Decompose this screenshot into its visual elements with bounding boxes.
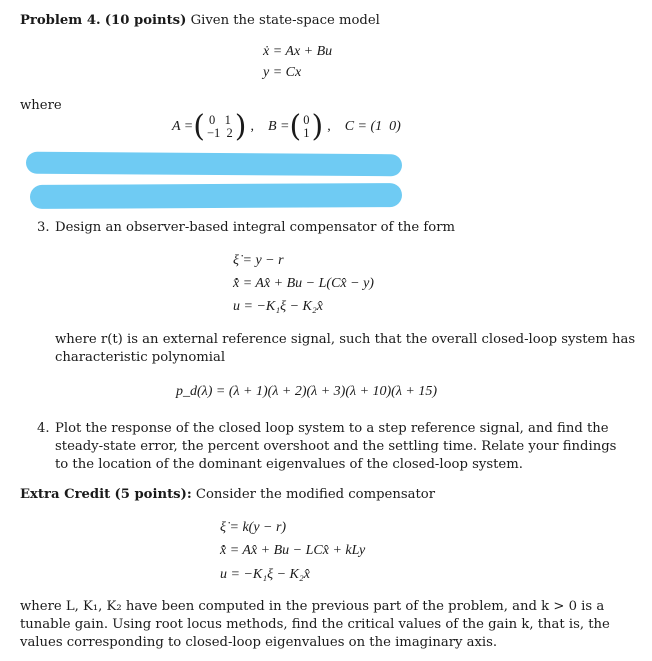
matrix-b-label: B = [268, 119, 290, 134]
extra-line1: where L, K₁, K₂ have been computed in the previous part of the problem, and k > 0 is a [20, 599, 605, 614]
matrix-b-row2: 1 [303, 126, 310, 140]
extra-eq-u: u = −K₁ξ − K₂x̂ [220, 567, 310, 582]
problem-points: (10 points) [104, 13, 187, 28]
part4-line3: to the location of the dominant eigenvalues of the closed-loop system. [55, 457, 523, 472]
extra-credit-label: Extra Credit [20, 487, 111, 502]
paren-left: ( [289, 109, 302, 144]
comma: , [327, 119, 331, 134]
redaction-mark [30, 183, 402, 209]
matrix-a-row1: 0 1 [208, 113, 231, 127]
matrix-c: C = (1 0) [344, 119, 401, 134]
matrix-a [207, 114, 233, 140]
extra-credit-points: (5 points): [114, 487, 192, 502]
problem-header [20, 12, 380, 30]
part4-number: 4. [37, 421, 50, 436]
where-label: where [20, 98, 62, 113]
extra-line3: values corresponding to closed-loop eigenvalues on the imaginary axis. [20, 635, 498, 650]
part3-eq-xhat: x̂̇ = Ax̂ + Bu − L(Cx̂ − y) [233, 276, 374, 291]
paren-left: ( [193, 109, 205, 144]
matrix-a-row2: −1 2 [206, 126, 233, 140]
part3-after-line1: where r(t) is an external reference signal, such that the overall closed-loop system has [55, 332, 636, 347]
part4-line1: Plot the response of the closed loop system to a step reference signal, and find the [55, 421, 609, 436]
redaction-mark [26, 152, 402, 177]
matrix-b [303, 114, 309, 140]
state-equation: ẋ = Ax + Bu [263, 44, 333, 59]
matrix-row [172, 109, 401, 144]
problem-intro: Given the state-space model [190, 13, 380, 28]
part3-text: Design an observer-based integral compensator of the form [55, 220, 456, 235]
part3-eq-u: u = −K₁ξ − K₂x̂ [233, 299, 323, 314]
problem-label: Problem 4. [20, 13, 101, 28]
extra-eq-xhat: x̂̇ = Ax̂ + Bu − LCx̂ + kLy [220, 543, 366, 558]
comma: , [250, 119, 254, 134]
part3-eq-xi: ξ̇ = y − r [233, 253, 284, 268]
output-equation: y = Cx [263, 65, 302, 80]
paren-right: ) [234, 109, 247, 144]
characteristic-polynomial: p_d(λ) = (λ + 1)(λ + 2)(λ + 3)(λ + 10)(λ + 15) [176, 384, 438, 399]
extra-credit-header [20, 486, 435, 504]
extra-eq-xi: ξ̇ = k(y − r) [220, 520, 287, 535]
part4-line2: steady-state error, the percent overshoot and the settling time. Relate your findings [55, 439, 617, 454]
extra-line2: tunable gain. Using root locus methods, find the critical values of the gain k, that is, the [20, 617, 610, 632]
matrix-a-label: A = [172, 119, 194, 134]
extra-credit-text: Consider the modified compensator [195, 487, 436, 502]
paren-right: ) [311, 109, 324, 144]
matrix-b-row1: 0 [303, 113, 310, 127]
part3-number: 3. [37, 220, 50, 235]
part3-after-line2: characteristic polynomial [55, 350, 226, 365]
